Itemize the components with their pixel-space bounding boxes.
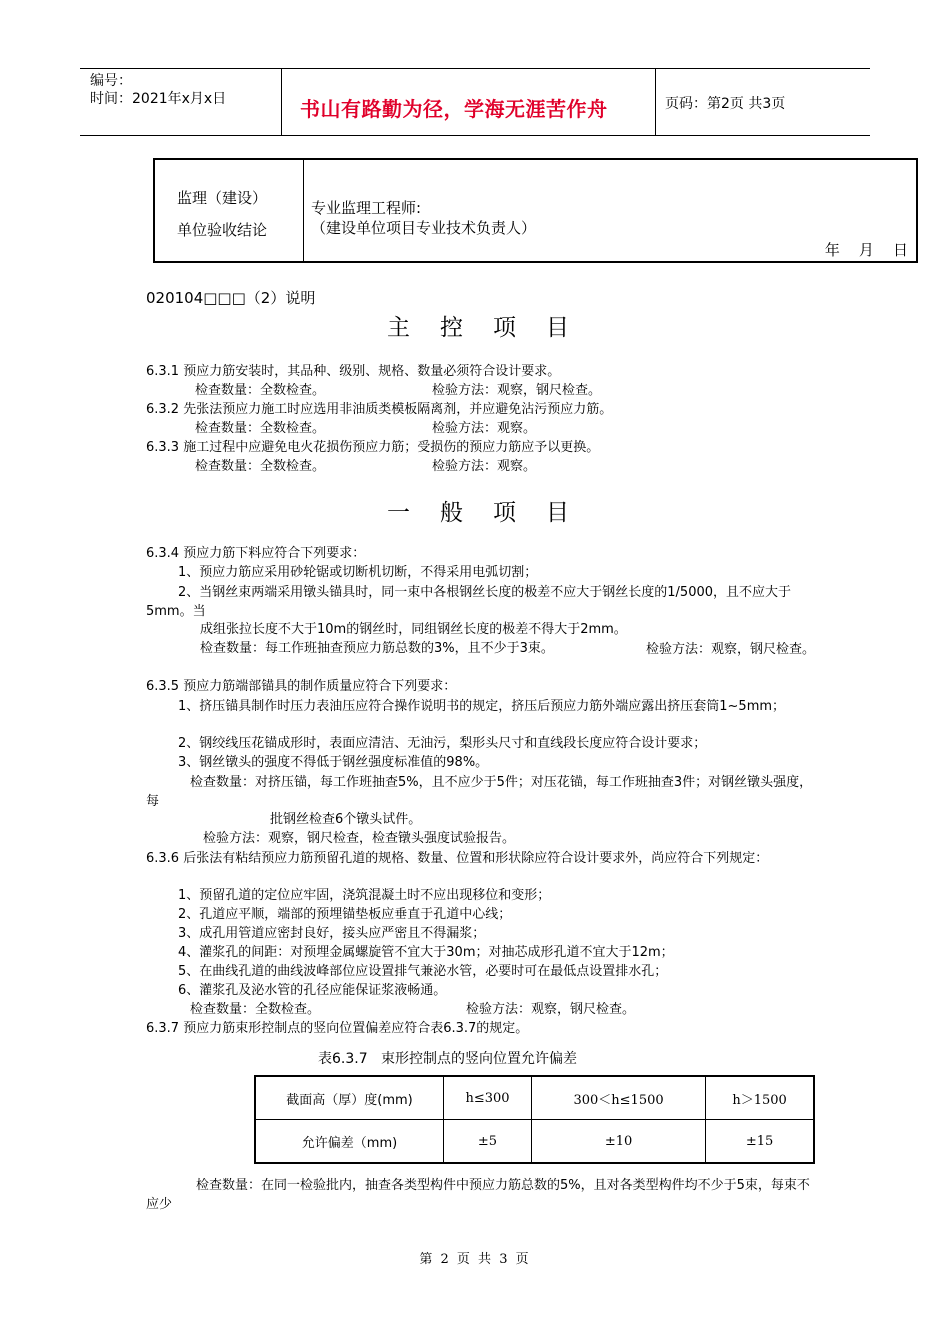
- page-footer: 第 2 页 共 3 页: [419, 1252, 531, 1267]
- table-caption: 表6.3.7 束形控制点的竖向位置允许偏差: [318, 1051, 577, 1067]
- acceptance-label-line2: 单位验收结论: [177, 221, 268, 239]
- doc-time: 时间：2021年x月x日: [90, 91, 227, 107]
- section-general-title: 一般项目: [387, 500, 599, 526]
- item-6-3-6-1: 1、预留孔道的定位应牢固，浇筑混凝土时不应出现移位和变形；: [178, 888, 551, 903]
- item-6-3-6: 6.3.6 后张法有粘结预应力筋预留孔道的规格、数量、位置和形状除应符合设计要求外，尚应符合下列规定：: [146, 851, 769, 866]
- item-6-3-5: 6.3.5 预应力筋端部锚具的制作质量应符合下列要求：: [146, 679, 457, 694]
- table-cell: ±10: [531, 1120, 705, 1164]
- item-6-3-6-3: 3、成孔用管道应密封良好，接头应严密且不得漏浆；: [178, 926, 486, 941]
- table-cell: ±15: [706, 1120, 814, 1164]
- item-6-3-5-3: 3、钢丝镦头的强度不得低于钢丝强度标准值的98%。: [178, 755, 489, 770]
- doc-code-title: 020104□□□（2）说明: [146, 289, 316, 307]
- table-cell: h≤300: [444, 1076, 532, 1120]
- item-6-3-5-2: 2、钢绞线压花锚成形时，表面应清洁、无油污，梨形头尺寸和直线段长度应符合设计要求；: [178, 736, 707, 751]
- item-6-3-4-2-cont: 成组张拉长度不大于10m的钢丝时，同组钢丝长度的极差不得大于2mm。: [200, 622, 627, 637]
- item-6-3-4-method: 检验方法：观察，钢尺检查。: [646, 642, 816, 657]
- item-6-3-5-check-cont: 批钢丝检查6个镦头试件。: [270, 812, 422, 827]
- tolerance-table: [254, 1075, 815, 1164]
- supervising-engineer-label: 专业监理工程师:: [311, 199, 422, 217]
- table-header-cell: 截面高（厚）度(mm): [255, 1076, 444, 1120]
- acceptance-box: [153, 158, 918, 263]
- item-6-3-5-1: 1、挤压锚具制作时压力表油压应符合操作说明书的规定，挤压后预应力筋外端应露出挤压套筒1~5mm；: [178, 699, 786, 714]
- item-6-3-2-method: 检验方法：观察。: [432, 421, 537, 436]
- header-divider-left: [281, 68, 282, 136]
- table-cell: 300＜h≤1500: [531, 1076, 705, 1120]
- item-6-3-4-1: 1、预应力筋应采用砂轮锯或切断机切断，不得采用电弧切割；: [178, 565, 538, 580]
- table-cell: ±5: [444, 1120, 532, 1164]
- closing-paragraph: 检查数量：在同一检验批内，抽查各类型构件中预应力筋总数的5%，且对各类型构件均不少于5束，每束不应少: [146, 1178, 810, 1212]
- item-6-3-6-method: 检验方法：观察，钢尺检查。: [466, 1002, 636, 1017]
- item-6-3-6-4: 4、灌浆孔的间距：对预埋金属螺旋管不宜大于30m；对抽芯成形孔道不宜大于12m；: [178, 945, 674, 960]
- doc-number-label: 编号：: [90, 73, 132, 89]
- item-6-3-6-5: 5、在曲线孔道的曲线波峰部位应设置排气兼泌水管，必要时可在最低点设置排水孔；: [178, 964, 668, 979]
- page-info: 页码：第2页 共3页: [665, 96, 786, 112]
- item-6-3-4: 6.3.4 预应力筋下料应符合下列要求：: [146, 546, 366, 561]
- item-6-3-2: 6.3.2 先张法预应力施工时应选用非油质类模板隔离剂，并应避免沾污预应力筋。: [146, 402, 613, 417]
- owner-tech-lead-label: （建设单位项目专业技术负责人）: [311, 219, 537, 237]
- acceptance-divider: [303, 160, 304, 261]
- item-6-3-1-qty: 检查数量：全数检查。: [195, 383, 326, 398]
- item-6-3-3: 6.3.3 施工过程中应避免电火花损伤预应力筋；受损伤的预应力筋应予以更换。: [146, 440, 600, 455]
- item-6-3-7: 6.3.7 预应力筋束形控制点的竖向位置偏差应符合表6.3.7的规定。: [146, 1021, 529, 1036]
- item-6-3-6-2: 2、孔道应平顺，端部的预埋锚垫板应垂直于孔道中心线；: [178, 907, 512, 922]
- item-6-3-5-check: 检查数量：对挤压锚，每工作班抽查5%，且不应少于5件；对压花锚，每工作班抽查3件；对钢丝镦头强度，每: [146, 775, 813, 809]
- item-6-3-3-method: 检验方法：观察。: [432, 459, 537, 474]
- acceptance-label-line1: 监理（建设）: [177, 189, 268, 207]
- date-placeholder: 年 月 日: [824, 241, 908, 259]
- item-6-3-1-method: 检验方法：观察，钢尺检查。: [432, 383, 602, 398]
- table-header-cell: 允许偏差（mm): [255, 1120, 444, 1164]
- item-6-3-3-qty: 检查数量：全数检查。: [195, 459, 326, 474]
- header-top-rule: [80, 68, 870, 69]
- table-row: [255, 1076, 814, 1120]
- item-6-3-6-6: 6、灌浆孔及泌水管的孔径应能保证浆液畅通。: [178, 983, 447, 998]
- item-6-3-1: 6.3.1 预应力筋安装时，其品种、级别、规格、数量必须符合设计要求。: [146, 364, 561, 379]
- item-6-3-5-method: 检验方法：观察，钢尺检查，检查镦头强度试验报告。: [203, 831, 516, 846]
- header-divider-right: [655, 68, 656, 136]
- table-cell: h＞1500: [706, 1076, 814, 1120]
- motto-text: 书山有路勤为径，学海无涯苦作舟: [300, 97, 608, 121]
- section-main-control-title: 主控项目: [387, 315, 599, 341]
- item-6-3-4-2: 2、当钢丝束两端采用镦头锚具时，同一束中各根钢丝长度的极差不应大于钢丝长度的1/5000，且不应大于5mm。当: [146, 585, 792, 619]
- item-6-3-6-check: 检查数量：全数检查。: [190, 1002, 321, 1017]
- item-6-3-2-qty: 检查数量：全数检查。: [195, 421, 326, 436]
- header-bottom-rule: [80, 135, 870, 136]
- item-6-3-4-check: 检查数量：每工作班抽查预应力筋总数的3%，且不少于3束。: [200, 641, 554, 656]
- table-row: [255, 1120, 814, 1164]
